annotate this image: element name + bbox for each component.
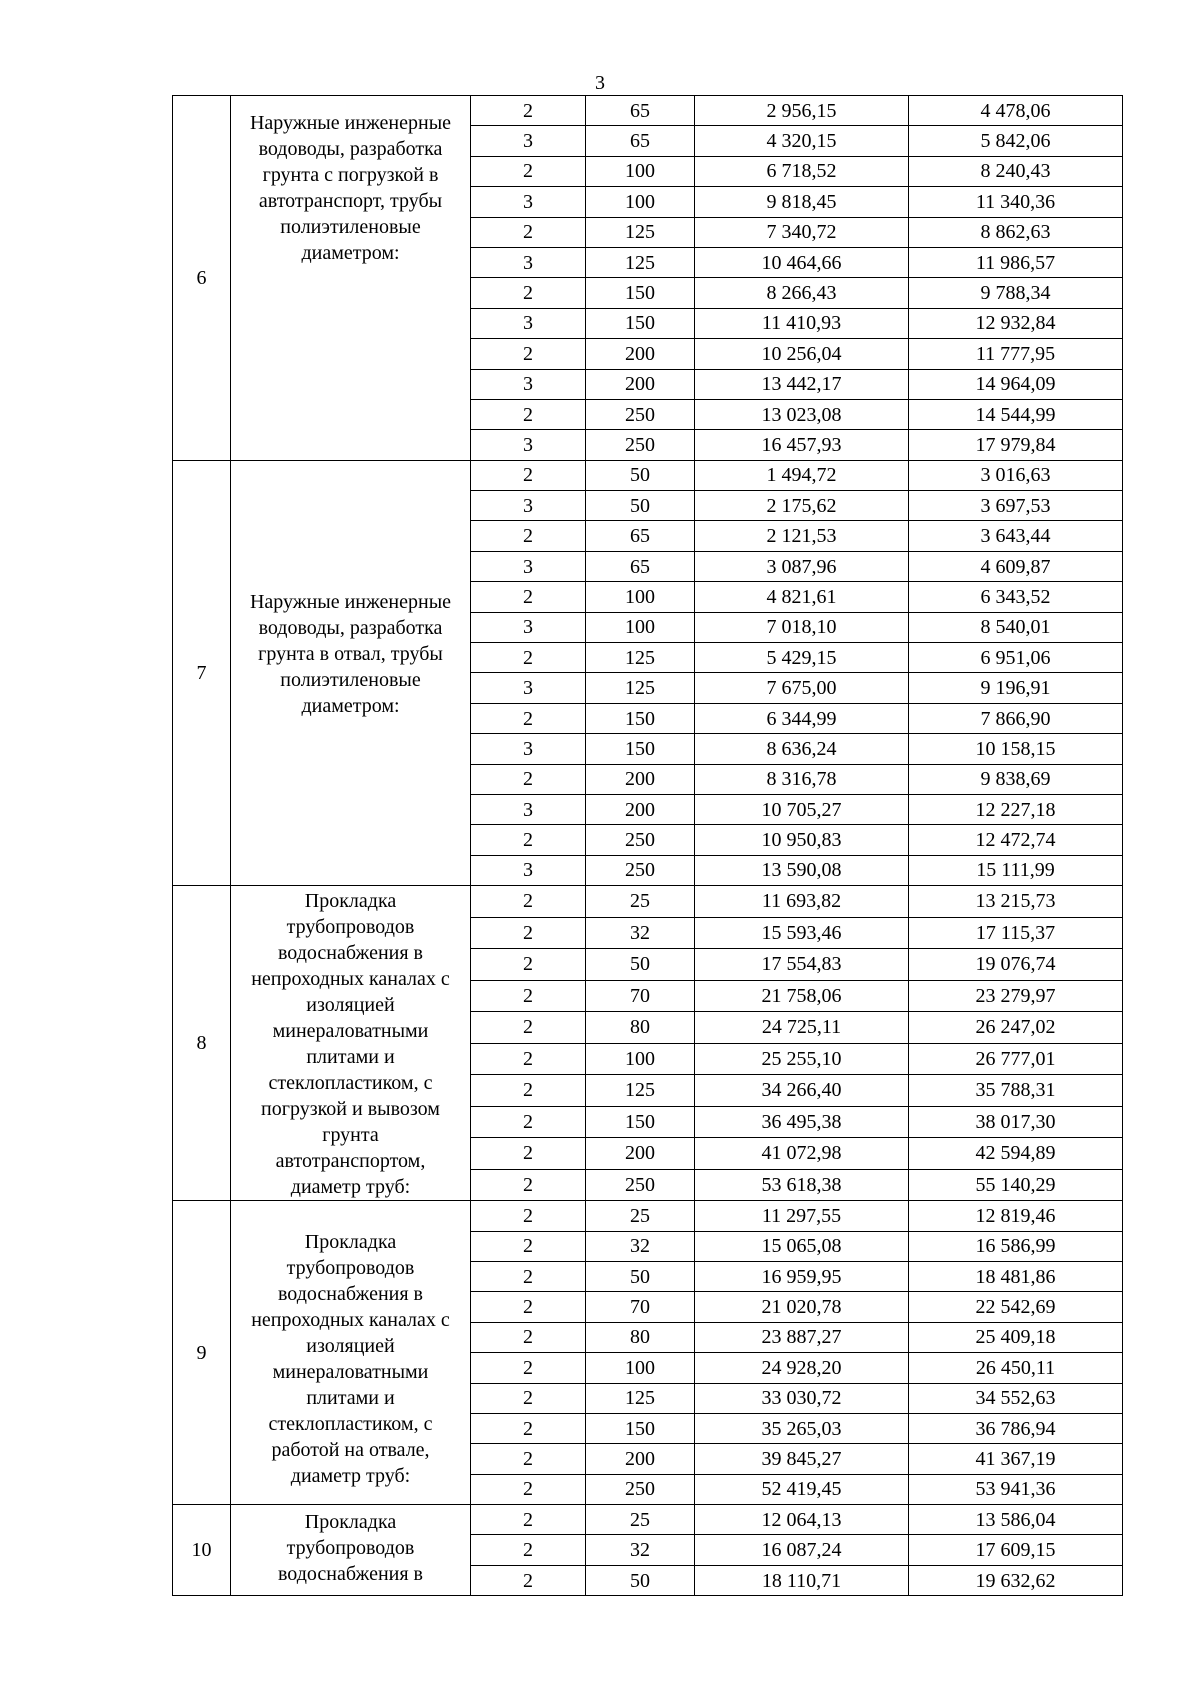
price-cell: 36 495,38 bbox=[695, 1106, 909, 1138]
category-cell: 2 bbox=[471, 1505, 586, 1535]
category-cell: 2 bbox=[471, 1138, 586, 1170]
category-cell: 2 bbox=[471, 949, 586, 981]
diameter-cell: 200 bbox=[586, 1138, 695, 1170]
price-total-cell: 19 632,62 bbox=[909, 1565, 1123, 1595]
price-total-cell: 25 409,18 bbox=[909, 1322, 1123, 1352]
price-table-body bbox=[173, 96, 1123, 1596]
category-cell: 3 bbox=[471, 308, 586, 338]
price-total-cell: 3 643,44 bbox=[909, 521, 1123, 551]
category-cell: 2 bbox=[471, 96, 586, 126]
table-row bbox=[173, 886, 1123, 918]
price-cell: 25 255,10 bbox=[695, 1043, 909, 1075]
diameter-cell: 200 bbox=[586, 339, 695, 369]
category-cell: 2 bbox=[471, 1383, 586, 1413]
diameter-cell: 80 bbox=[586, 1322, 695, 1352]
category-cell: 2 bbox=[471, 1106, 586, 1138]
diameter-cell: 50 bbox=[586, 1261, 695, 1291]
price-cell: 8 266,43 bbox=[695, 278, 909, 308]
table-row bbox=[173, 96, 1123, 126]
price-total-cell: 8 862,63 bbox=[909, 217, 1123, 247]
price-cell: 35 265,03 bbox=[695, 1413, 909, 1443]
price-cell: 34 266,40 bbox=[695, 1075, 909, 1107]
price-total-cell: 9 838,69 bbox=[909, 764, 1123, 794]
price-total-cell: 11 777,95 bbox=[909, 339, 1123, 369]
price-total-cell: 3 697,53 bbox=[909, 491, 1123, 521]
diameter-cell: 70 bbox=[586, 980, 695, 1012]
item-number: 7 bbox=[173, 460, 231, 885]
item-description: Наружные инженерные водоводы, разработка грунта в отвал, трубы полиэтиленовые диаметром: bbox=[231, 460, 471, 885]
price-total-cell: 34 552,63 bbox=[909, 1383, 1123, 1413]
diameter-cell: 25 bbox=[586, 886, 695, 918]
price-cell: 8 636,24 bbox=[695, 734, 909, 764]
price-cell: 5 429,15 bbox=[695, 643, 909, 673]
diameter-cell: 50 bbox=[586, 460, 695, 490]
price-cell: 17 554,83 bbox=[695, 949, 909, 981]
category-cell: 2 bbox=[471, 1444, 586, 1474]
item-number: 6 bbox=[173, 96, 231, 461]
category-cell: 3 bbox=[471, 187, 586, 217]
price-cell: 2 956,15 bbox=[695, 96, 909, 126]
price-total-cell: 12 472,74 bbox=[909, 825, 1123, 855]
price-total-cell: 13 586,04 bbox=[909, 1505, 1123, 1535]
diameter-cell: 250 bbox=[586, 1169, 695, 1201]
category-cell: 2 bbox=[471, 1565, 586, 1595]
category-cell: 3 bbox=[471, 247, 586, 277]
diameter-cell: 200 bbox=[586, 764, 695, 794]
price-cell: 16 087,24 bbox=[695, 1535, 909, 1565]
price-cell: 16 959,95 bbox=[695, 1261, 909, 1291]
price-total-cell: 12 227,18 bbox=[909, 794, 1123, 824]
price-cell: 1 494,72 bbox=[695, 460, 909, 490]
price-cell: 11 410,93 bbox=[695, 308, 909, 338]
diameter-cell: 150 bbox=[586, 278, 695, 308]
price-cell: 7 340,72 bbox=[695, 217, 909, 247]
diameter-cell: 65 bbox=[586, 551, 695, 581]
price-total-cell: 10 158,15 bbox=[909, 734, 1123, 764]
category-cell: 2 bbox=[471, 825, 586, 855]
price-total-cell: 42 594,89 bbox=[909, 1138, 1123, 1170]
category-cell: 2 bbox=[471, 886, 586, 918]
price-cell: 24 725,11 bbox=[695, 1012, 909, 1044]
price-cell: 33 030,72 bbox=[695, 1383, 909, 1413]
diameter-cell: 125 bbox=[586, 1075, 695, 1107]
price-cell: 18 110,71 bbox=[695, 1565, 909, 1595]
category-cell: 2 bbox=[471, 1043, 586, 1075]
price-total-cell: 53 941,36 bbox=[909, 1474, 1123, 1504]
category-cell: 2 bbox=[471, 643, 586, 673]
diameter-cell: 50 bbox=[586, 949, 695, 981]
price-cell: 13 590,08 bbox=[695, 855, 909, 885]
price-total-cell: 11 986,57 bbox=[909, 247, 1123, 277]
diameter-cell: 32 bbox=[586, 1535, 695, 1565]
diameter-cell: 50 bbox=[586, 491, 695, 521]
price-cell: 9 818,45 bbox=[695, 187, 909, 217]
price-total-cell: 11 340,36 bbox=[909, 187, 1123, 217]
category-cell: 2 bbox=[471, 917, 586, 949]
price-total-cell: 12 932,84 bbox=[909, 308, 1123, 338]
price-cell: 4 320,15 bbox=[695, 126, 909, 156]
diameter-cell: 65 bbox=[586, 96, 695, 126]
price-total-cell: 26 450,11 bbox=[909, 1353, 1123, 1383]
diameter-cell: 250 bbox=[586, 399, 695, 429]
price-cell: 21 020,78 bbox=[695, 1292, 909, 1322]
category-cell: 2 bbox=[471, 1474, 586, 1504]
category-cell: 2 bbox=[471, 1322, 586, 1352]
price-cell: 13 442,17 bbox=[695, 369, 909, 399]
price-total-cell: 17 979,84 bbox=[909, 430, 1123, 460]
category-cell: 2 bbox=[471, 1231, 586, 1261]
diameter-cell: 150 bbox=[586, 703, 695, 733]
price-cell: 12 064,13 bbox=[695, 1505, 909, 1535]
price-total-cell: 36 786,94 bbox=[909, 1413, 1123, 1443]
price-total-cell: 3 016,63 bbox=[909, 460, 1123, 490]
price-cell: 52 419,45 bbox=[695, 1474, 909, 1504]
item-number: 10 bbox=[173, 1505, 231, 1596]
diameter-cell: 150 bbox=[586, 308, 695, 338]
diameter-cell: 150 bbox=[586, 734, 695, 764]
item-description: Прокладка трубопроводов водоснабжения в bbox=[231, 1505, 471, 1596]
category-cell: 2 bbox=[471, 278, 586, 308]
category-cell: 2 bbox=[471, 1261, 586, 1291]
price-cell: 8 316,78 bbox=[695, 764, 909, 794]
diameter-cell: 125 bbox=[586, 673, 695, 703]
price-total-cell: 22 542,69 bbox=[909, 1292, 1123, 1322]
price-total-cell: 14 964,09 bbox=[909, 369, 1123, 399]
diameter-cell: 32 bbox=[586, 1231, 695, 1261]
category-cell: 3 bbox=[471, 794, 586, 824]
diameter-cell: 200 bbox=[586, 369, 695, 399]
category-cell: 2 bbox=[471, 399, 586, 429]
diameter-cell: 125 bbox=[586, 217, 695, 247]
diameter-cell: 250 bbox=[586, 1474, 695, 1504]
price-total-cell: 14 544,99 bbox=[909, 399, 1123, 429]
price-total-cell: 8 540,01 bbox=[909, 612, 1123, 642]
category-cell: 3 bbox=[471, 734, 586, 764]
diameter-cell: 65 bbox=[586, 126, 695, 156]
category-cell: 2 bbox=[471, 217, 586, 247]
category-cell: 3 bbox=[471, 855, 586, 885]
diameter-cell: 200 bbox=[586, 794, 695, 824]
price-total-cell: 12 819,46 bbox=[909, 1201, 1123, 1231]
category-cell: 3 bbox=[471, 430, 586, 460]
price-cell: 7 675,00 bbox=[695, 673, 909, 703]
diameter-cell: 125 bbox=[586, 247, 695, 277]
category-cell: 2 bbox=[471, 1535, 586, 1565]
price-cell: 2 175,62 bbox=[695, 491, 909, 521]
price-cell: 10 950,83 bbox=[695, 825, 909, 855]
diameter-cell: 200 bbox=[586, 1444, 695, 1474]
price-total-cell: 38 017,30 bbox=[909, 1106, 1123, 1138]
diameter-cell: 250 bbox=[586, 825, 695, 855]
price-cell: 3 087,96 bbox=[695, 551, 909, 581]
price-cell: 4 821,61 bbox=[695, 582, 909, 612]
price-total-cell: 18 481,86 bbox=[909, 1261, 1123, 1291]
price-total-cell: 26 777,01 bbox=[909, 1043, 1123, 1075]
price-total-cell: 35 788,31 bbox=[909, 1075, 1123, 1107]
price-total-cell: 7 866,90 bbox=[909, 703, 1123, 733]
price-total-cell: 5 842,06 bbox=[909, 126, 1123, 156]
diameter-cell: 25 bbox=[586, 1505, 695, 1535]
category-cell: 2 bbox=[471, 980, 586, 1012]
price-total-cell: 41 367,19 bbox=[909, 1444, 1123, 1474]
price-table bbox=[172, 95, 1123, 1596]
diameter-cell: 32 bbox=[586, 917, 695, 949]
price-cell: 15 593,46 bbox=[695, 917, 909, 949]
price-cell: 10 256,04 bbox=[695, 339, 909, 369]
category-cell: 2 bbox=[471, 703, 586, 733]
category-cell: 2 bbox=[471, 582, 586, 612]
price-cell: 6 718,52 bbox=[695, 156, 909, 186]
price-cell: 39 845,27 bbox=[695, 1444, 909, 1474]
category-cell: 3 bbox=[471, 612, 586, 642]
category-cell: 2 bbox=[471, 1012, 586, 1044]
price-total-cell: 9 196,91 bbox=[909, 673, 1123, 703]
table-row bbox=[173, 1505, 1123, 1535]
price-total-cell: 4 609,87 bbox=[909, 551, 1123, 581]
price-total-cell: 9 788,34 bbox=[909, 278, 1123, 308]
price-cell: 10 705,27 bbox=[695, 794, 909, 824]
price-total-cell: 13 215,73 bbox=[909, 886, 1123, 918]
price-cell: 11 297,55 bbox=[695, 1201, 909, 1231]
price-total-cell: 55 140,29 bbox=[909, 1169, 1123, 1201]
diameter-cell: 100 bbox=[586, 612, 695, 642]
category-cell: 2 bbox=[471, 156, 586, 186]
price-cell: 24 928,20 bbox=[695, 1353, 909, 1383]
diameter-cell: 100 bbox=[586, 156, 695, 186]
diameter-cell: 50 bbox=[586, 1565, 695, 1595]
item-description: Наружные инженерные водоводы, разработка грунта с погрузкой в автотранспорт, трубы полиэтиленовые диаметром: bbox=[231, 96, 471, 461]
category-cell: 3 bbox=[471, 673, 586, 703]
price-total-cell: 8 240,43 bbox=[909, 156, 1123, 186]
category-cell: 3 bbox=[471, 551, 586, 581]
price-total-cell: 4 478,06 bbox=[909, 96, 1123, 126]
category-cell: 2 bbox=[471, 1292, 586, 1322]
price-total-cell: 16 586,99 bbox=[909, 1231, 1123, 1261]
price-cell: 41 072,98 bbox=[695, 1138, 909, 1170]
price-cell: 2 121,53 bbox=[695, 521, 909, 551]
price-cell: 10 464,66 bbox=[695, 247, 909, 277]
table-row bbox=[173, 460, 1123, 490]
item-number: 8 bbox=[173, 886, 231, 1201]
price-cell: 53 618,38 bbox=[695, 1169, 909, 1201]
category-cell: 2 bbox=[471, 1075, 586, 1107]
price-cell: 21 758,06 bbox=[695, 980, 909, 1012]
category-cell: 2 bbox=[471, 1169, 586, 1201]
diameter-cell: 150 bbox=[586, 1106, 695, 1138]
price-total-cell: 6 951,06 bbox=[909, 643, 1123, 673]
category-cell: 2 bbox=[471, 339, 586, 369]
price-total-cell: 17 609,15 bbox=[909, 1535, 1123, 1565]
diameter-cell: 100 bbox=[586, 582, 695, 612]
table-row bbox=[173, 1201, 1123, 1231]
price-total-cell: 15 111,99 bbox=[909, 855, 1123, 885]
diameter-cell: 250 bbox=[586, 855, 695, 885]
price-total-cell: 17 115,37 bbox=[909, 917, 1123, 949]
category-cell: 2 bbox=[471, 1201, 586, 1231]
diameter-cell: 100 bbox=[586, 1353, 695, 1383]
price-total-cell: 19 076,74 bbox=[909, 949, 1123, 981]
diameter-cell: 125 bbox=[586, 643, 695, 673]
category-cell: 2 bbox=[471, 764, 586, 794]
item-description: Прокладка трубопроводов водоснабжения в непроходных каналах с изоляцией минераловатными плитами и стеклопластиком, с работой на отвале, диаметр труб: bbox=[231, 1201, 471, 1505]
diameter-cell: 100 bbox=[586, 1043, 695, 1075]
diameter-cell: 80 bbox=[586, 1012, 695, 1044]
price-cell: 7 018,10 bbox=[695, 612, 909, 642]
category-cell: 3 bbox=[471, 369, 586, 399]
price-total-cell: 6 343,52 bbox=[909, 582, 1123, 612]
diameter-cell: 100 bbox=[586, 187, 695, 217]
diameter-cell: 25 bbox=[586, 1201, 695, 1231]
price-cell: 16 457,93 bbox=[695, 430, 909, 460]
category-cell: 3 bbox=[471, 126, 586, 156]
price-cell: 11 693,82 bbox=[695, 886, 909, 918]
diameter-cell: 125 bbox=[586, 1383, 695, 1413]
category-cell: 2 bbox=[471, 1413, 586, 1443]
category-cell: 2 bbox=[471, 1353, 586, 1383]
category-cell: 2 bbox=[471, 460, 586, 490]
price-cell: 13 023,08 bbox=[695, 399, 909, 429]
diameter-cell: 250 bbox=[586, 430, 695, 460]
category-cell: 2 bbox=[471, 521, 586, 551]
diameter-cell: 150 bbox=[586, 1413, 695, 1443]
price-cell: 23 887,27 bbox=[695, 1322, 909, 1352]
page-number: 3 bbox=[595, 72, 605, 94]
category-cell: 3 bbox=[471, 491, 586, 521]
diameter-cell: 65 bbox=[586, 521, 695, 551]
price-cell: 6 344,99 bbox=[695, 703, 909, 733]
item-description: Прокладка трубопроводов водоснабжения в непроходных каналах с изоляцией минераловатными плитами и стеклопластиком, с погрузкой и вывозом грунта автотранспортом, диаметр труб: bbox=[231, 886, 471, 1201]
diameter-cell: 70 bbox=[586, 1292, 695, 1322]
price-cell: 15 065,08 bbox=[695, 1231, 909, 1261]
price-total-cell: 26 247,02 bbox=[909, 1012, 1123, 1044]
item-number: 9 bbox=[173, 1201, 231, 1505]
price-total-cell: 23 279,97 bbox=[909, 980, 1123, 1012]
